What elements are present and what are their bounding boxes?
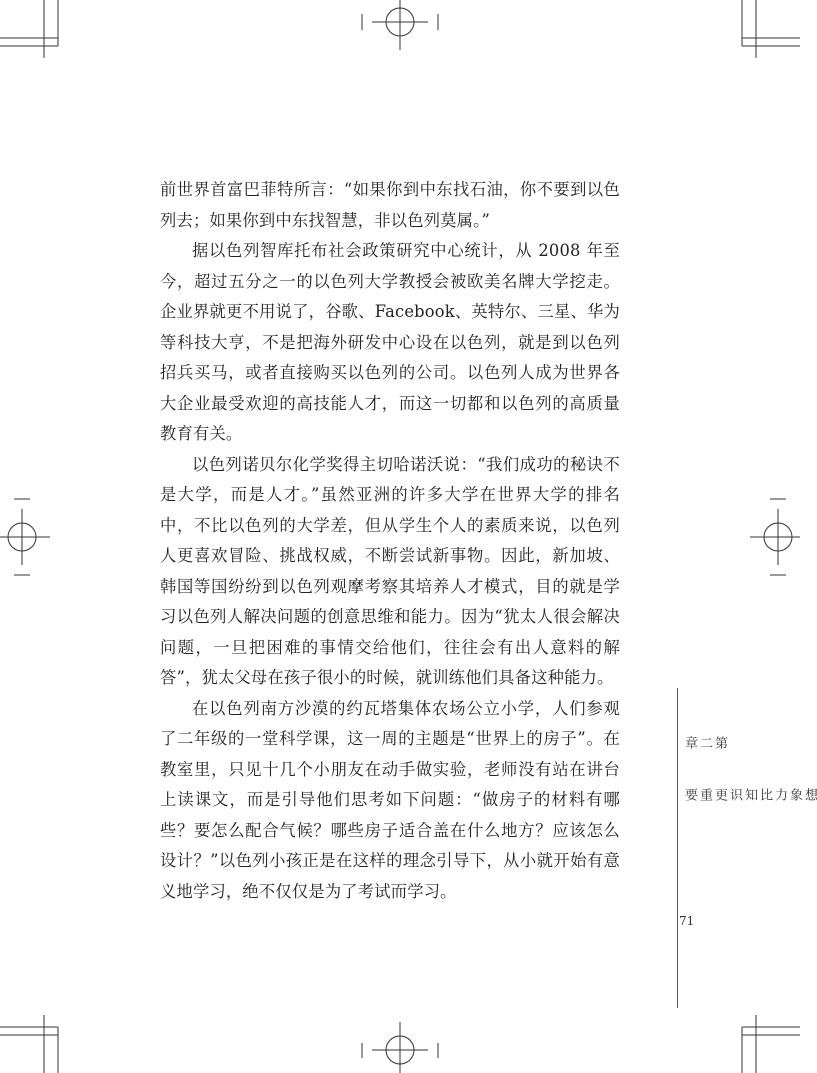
- body-text: [160, 175, 620, 907]
- page-number: 71: [679, 914, 695, 928]
- paragraph-4: 在以色列南方沙漠的约瓦塔集体农场公立小学，人们参观了二年级的一堂科学课，这一周的主题是“世界上的房子”。在教室里，只见十几个小朋友在动手做实验，老师没有站在讲台上读课文，而是引导他们思考如下问题：“做房子的材料有哪些？要怎么配合气候？哪些房子适合盖在什么地方？应该怎么设计？”以色列小孩正是在这样的理念引导下，从小就开始有意义地学习，绝不仅仅是为了考试而学习。: [160, 698, 620, 901]
- chapter-label: 第二章: [682, 736, 727, 750]
- sidebar-divider: [677, 688, 678, 1008]
- paragraph-1: 前世界首富巴菲特所言：“如果你到中东找石油，你不要到以色列去；如果你到中东找智慧，非以色列莫属。”: [160, 180, 620, 230]
- paragraph-3: 以色列诺贝尔化学奖得主切哈诺沃说：“我们成功的秘诀不是大学，而是人才。”虽然亚洲的许多大学在世界大学的排名中，不比以色列的大学差，但从学生个人的素质来说，以色列人更喜欢冒险、挑战权威，不断尝试新事物。因此，新加坡、韩国等国纷纷到以色列观摩考察其培养人才模式，目的就是学习以色列人解决问题的创意思维和能力。因为“犹太人很会解决问题，一旦把困难的事情交给他们，往往会有出人意料的解答”，犹太父母在孩子很小的时候，就训练他们具备这种能力。: [160, 454, 620, 687]
- paragraph-2: 据以色列智库托布社会政策研究中心统计，从 2008 年至今，超过五分之一的以色列大学教授会被欧美名牌大学挖走。企业界就更不用说了，谷歌、Facebook、英特尔、三星、华为等科技大亨，不是把海外研发中心设在以色列，就是到以色列招兵买马，或者直接购买以色列的公司。以色列人成为世界各大企业最受欢迎的高技能人才，而这一切都和以色列的高质量教育有关。: [160, 241, 620, 443]
- chapter-title: 想象力比知识更重要: [682, 788, 817, 802]
